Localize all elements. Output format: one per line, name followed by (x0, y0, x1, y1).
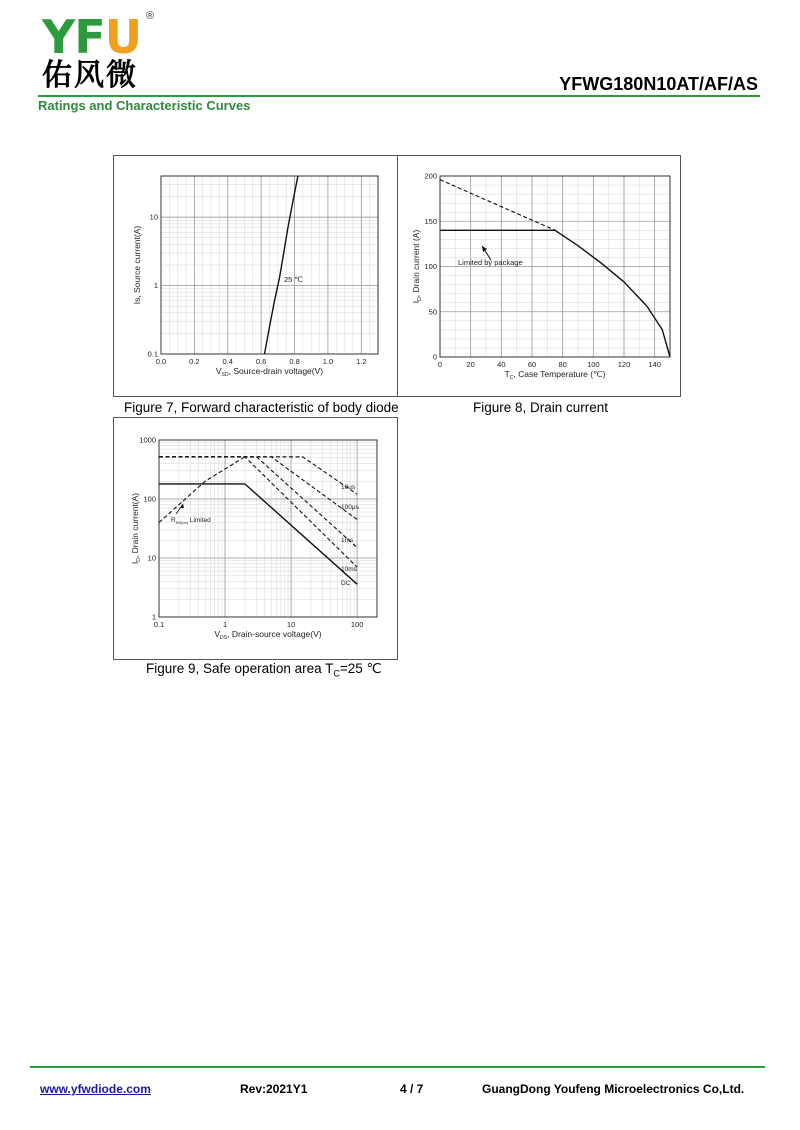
x-tick-label: 80 (558, 360, 567, 369)
series-label: 10us (341, 484, 356, 491)
company-name: GuangDong Youfeng Microelectronics Co,Ltd. (482, 1082, 745, 1096)
y-tick-label: 10 (149, 212, 158, 222)
package-limit-annotation: Limited by package (458, 258, 523, 267)
rdson-limit-annotation: $R_{DS(on)}$ Limited (171, 517, 211, 525)
footer-divider (30, 1066, 765, 1068)
figure-8-caption: Figure 8, Drain current (473, 400, 609, 415)
series-label: 10ms (341, 566, 357, 573)
x-tick-label: 1.0 (322, 357, 334, 366)
x-axis-label: $T_C$, Case Temperature (℃) (504, 369, 606, 381)
x-tick-label: 0 (437, 360, 443, 369)
y-axis-label: $I_D$, Drain current(A) (130, 492, 142, 565)
figure-9-chart (114, 418, 397, 659)
logo-text: YF (42, 10, 105, 64)
logo-chinese-name: 佑风微 (42, 58, 138, 93)
y-tick-label: 50 (428, 307, 437, 317)
series-line-0 (440, 180, 555, 231)
y-tick-label: 0 (432, 352, 437, 362)
page-number: 4 / 7 (400, 1082, 424, 1096)
x-tick-label: 100 (350, 620, 364, 629)
figure-7-caption: Figure 7, Forward characteristic of body diode (124, 400, 399, 415)
x-axis-label: $V_{DS}$, Drain-source voltage(V) (214, 629, 322, 641)
website-link[interactable]: www.yfwdiode.com (40, 1082, 151, 1096)
x-tick-label: 0.1 (153, 620, 165, 629)
y-tick-label: 200 (424, 171, 437, 181)
x-tick-label: 0.4 (222, 357, 233, 366)
x-tick-label: 100 (587, 360, 600, 369)
y-tick-label: 150 (424, 216, 437, 226)
y-tick-label: 1000 (139, 435, 156, 445)
figure-8-frame (397, 155, 681, 397)
header-divider (38, 95, 760, 97)
series-label: 1ms (341, 537, 354, 544)
series-label: DC (341, 580, 351, 587)
logo (42, 12, 141, 62)
revision-label: Rev:2021Y1 (240, 1082, 308, 1096)
x-tick-label: 60 (527, 360, 537, 369)
section-title: Ratings and Characteristic Curves (38, 98, 251, 113)
y-tick-label: 1 (153, 281, 158, 291)
x-tick-label: 0.0 (155, 357, 167, 366)
series-line-r-ds-on-limited (159, 457, 245, 523)
y-tick-label: 100 (424, 262, 437, 271)
figure-7-frame (113, 155, 398, 397)
figure-7-chart (114, 156, 397, 396)
figure-9-frame (113, 417, 398, 660)
y-tick-label: 1 (151, 612, 156, 622)
series-label: 100μs (341, 504, 359, 511)
part-number: YFWG180N10AT/AF/AS (559, 74, 758, 94)
x-tick-label: 1 (222, 620, 228, 629)
x-tick-label: 20 (466, 360, 475, 369)
series-line-10us (159, 457, 357, 495)
y-axis-label: $I_D$, Drain current (A) (411, 229, 423, 304)
figure-8-chart (398, 156, 680, 396)
registered-mark: ® (146, 10, 155, 22)
x-tick-label: 0.2 (189, 357, 200, 366)
temperature-annotation: 25 ℃ (284, 275, 303, 284)
x-tick-label: 140 (648, 360, 661, 369)
logo-text-u: U (104, 10, 142, 64)
series-line-100-s (159, 457, 357, 520)
figure-9-caption: Figure 9, Safe operation area $T_C=25$ ℃ (146, 661, 382, 679)
y-tick-label: 10 (147, 553, 156, 563)
y-axis-label: Is, Source current(A) (132, 225, 142, 305)
x-tick-label: 10 (286, 620, 296, 629)
x-tick-label: 0.8 (289, 357, 300, 366)
x-tick-label: 40 (497, 360, 506, 369)
x-axis-label: $V_{SD}$, Source-drain voltage(V) (215, 366, 324, 378)
x-tick-label: 0.6 (255, 357, 267, 366)
x-tick-label: 1.2 (356, 357, 367, 366)
y-tick-label: 100 (143, 494, 156, 504)
y-tick-label: 0.1 (147, 349, 158, 359)
x-tick-label: 120 (617, 360, 631, 369)
